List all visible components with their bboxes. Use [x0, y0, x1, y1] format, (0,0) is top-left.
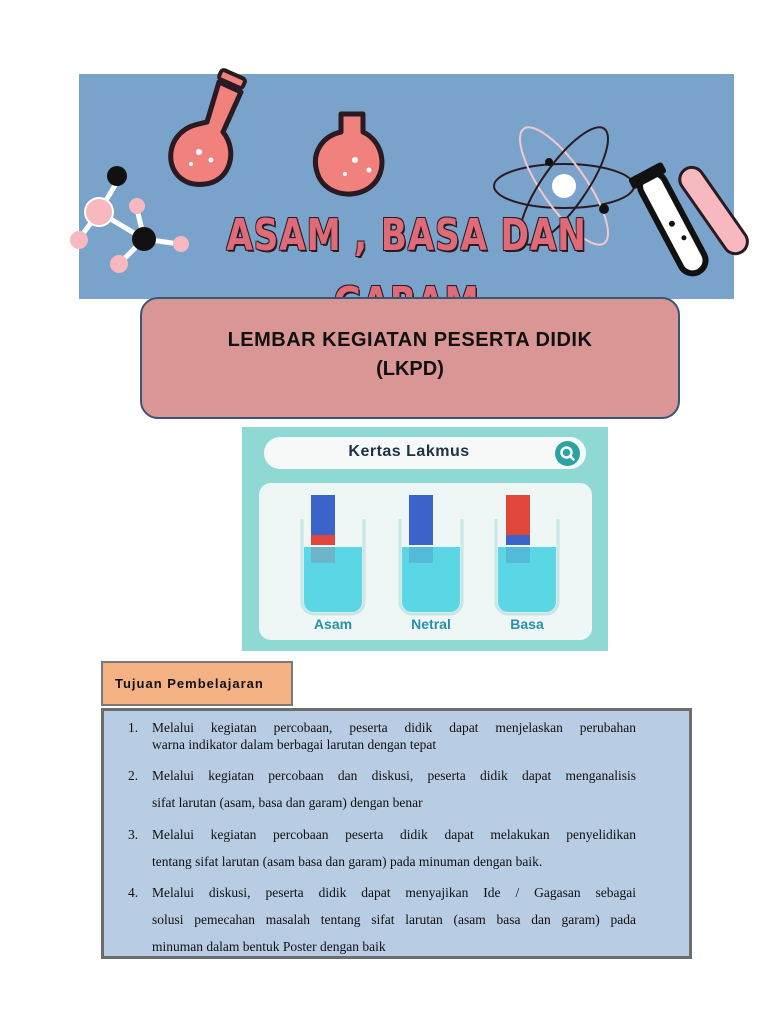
objective-line: warna indikator dalam berbagai larutan dengan tepat: [152, 737, 437, 752]
tujuan-title: Tujuan Pembelajaran: [115, 676, 264, 691]
objective-line: sifat larutan (asam, basa dan garam) dengan benar: [152, 795, 423, 810]
beaker-asam: [302, 495, 364, 614]
round-flask-icon: [315, 114, 382, 194]
objective-item: [128, 821, 636, 875]
litmus-strip-red-tip: [311, 535, 335, 545]
objective-line: tentang sifat larutan (asam basa dan garam) pada minuman dengan baik.: [152, 854, 543, 869]
objective-number: 2.: [128, 768, 139, 783]
flask-icon: [171, 69, 246, 184]
litmus-strip-blue: [409, 495, 433, 545]
beaker-netral: [400, 495, 462, 614]
objective-line: Melalui kegiatan percobaan peserta didik dapat melakukan penyelidikan: [152, 827, 636, 842]
litmus-search-label: Kertas Lakmus: [348, 443, 470, 460]
beaker-label-asam: Asam: [313, 616, 353, 632]
objective-line: solusi pemecahan masalah tentang sifat larutan (asam basa dan garam) pada: [152, 912, 636, 927]
objective-line: Melalui kegiatan percobaan dan diskusi, peserta didik dapat menganalisis: [152, 768, 636, 783]
objective-number: 1.: [128, 720, 139, 735]
litmus-strip-blue-tip: [506, 535, 530, 545]
objective-line: Melalui diskusi, peserta didik dapat menyajikan Ide / Gagasan sebagai: [152, 885, 636, 900]
tujuan-tab: [101, 661, 293, 706]
header-banner: [79, 74, 734, 299]
lab-illustration: [79, 74, 734, 299]
objective-item: [128, 879, 636, 960]
banner-title-line1: ASAM , BASA DAN: [226, 210, 587, 261]
beaker-label-basa: Basa: [510, 616, 544, 632]
lkpd-heading-line2: (LKPD): [376, 358, 444, 380]
objective-number: 4.: [128, 885, 139, 900]
objective-item: [128, 719, 636, 753]
objective-line: minuman dalam bentuk Poster dengan baik: [152, 939, 386, 954]
objectives-box: [101, 708, 692, 959]
litmus-strip-red: [506, 495, 530, 535]
lkpd-heading-box: [140, 297, 680, 419]
beaker-label-netral: Netral: [411, 616, 451, 632]
lkpd-heading-line1: LEMBAR KEGIATAN PESERTA DIDIK: [227, 329, 593, 351]
objective-line: Melalui kegiatan percobaan, peserta didik dapat menjelaskan perubahan: [152, 720, 636, 735]
beaker-basa: [496, 495, 558, 614]
litmus-illustration: [242, 427, 608, 651]
objective-number: 3.: [128, 827, 139, 842]
objective-item: [128, 762, 636, 816]
litmus-strip-blue: [311, 495, 335, 535]
